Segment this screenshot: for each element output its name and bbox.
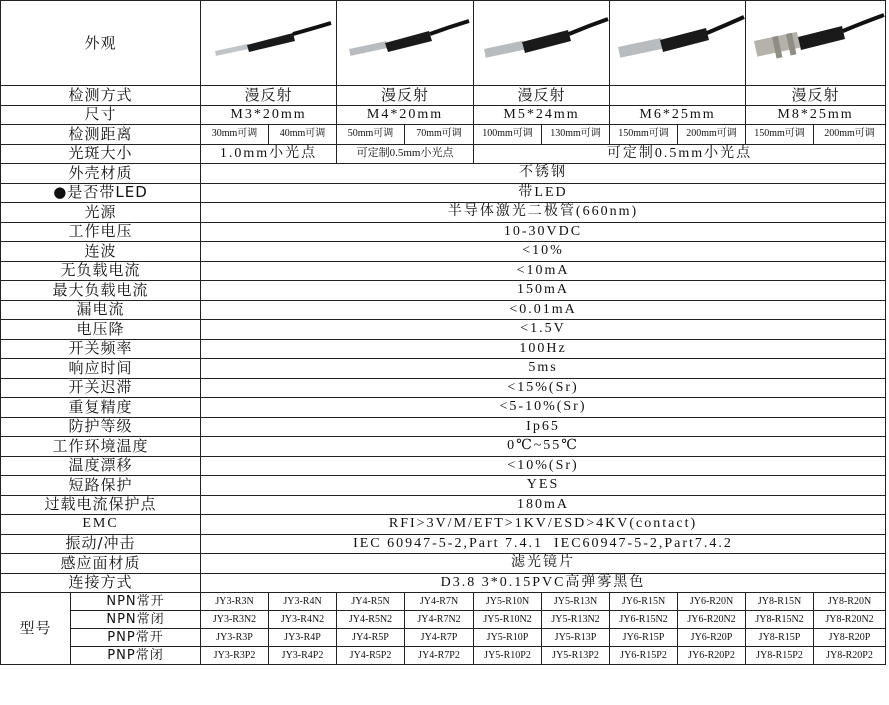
value-ripple: <10% <box>201 242 886 262</box>
model-code: JY8-R15N2 <box>746 611 814 629</box>
label-max-load-current: 最大负载电流 <box>1 281 201 301</box>
value-detection-mode-m5: 漫反射 <box>474 86 610 106</box>
row-appearance <box>1 1 886 86</box>
row-detection-distance <box>1 125 886 145</box>
value-distance: 100mm可调 <box>474 125 542 145</box>
label-detection-distance: 检测距离 <box>1 125 201 145</box>
value-detection-mode-m4: 漫反射 <box>337 86 474 106</box>
model-code: JY8-R15P <box>746 629 814 647</box>
model-code: JY5-R10P <box>474 629 542 647</box>
model-code: JY6-R20P2 <box>678 647 746 665</box>
value-detection-mode-m3: 漫反射 <box>201 86 337 106</box>
value-connection: D3.8 3*0.15PVC高弹雾黑色 <box>201 573 886 593</box>
row-voltage-drop <box>1 320 886 340</box>
model-code: JY3-R3N <box>201 593 269 611</box>
row-no-load-current <box>1 261 886 281</box>
row-hysteresis <box>1 378 886 398</box>
model-code: JY8-R15N <box>746 593 814 611</box>
row-model-pnp-nc <box>1 647 886 665</box>
label-protection-level: 防护等级 <box>1 417 201 437</box>
row-spot-size <box>1 144 886 164</box>
value-distance: 150mm可调 <box>610 125 678 145</box>
model-code: JY6-R20N2 <box>678 611 746 629</box>
product-photo-m8 <box>746 1 886 86</box>
value-leakage-current: <0.01mA <box>201 300 886 320</box>
label-led: ●是否带LED <box>1 183 201 203</box>
row-vibration <box>1 534 886 554</box>
value-hysteresis: <15%(Sr) <box>201 378 886 398</box>
value-protection-level: Ip65 <box>201 417 886 437</box>
value-detection-mode-m8: 漫反射 <box>746 86 886 106</box>
value-sensing-surface: 滤光镜片 <box>201 554 886 574</box>
model-code: JY4-R7N2 <box>405 611 474 629</box>
model-code: JY5-R13P2 <box>542 647 610 665</box>
row-max-load-current <box>1 281 886 301</box>
row-short-circuit-protection <box>1 476 886 496</box>
label-spot-size: 光斑大小 <box>1 144 201 164</box>
row-model-pnp-no <box>1 629 886 647</box>
value-led: 带LED <box>201 183 886 203</box>
row-ambient-temperature <box>1 437 886 457</box>
value-voltage-drop: <1.5V <box>201 320 886 340</box>
model-code: JY3-R4N <box>269 593 337 611</box>
model-code: JY5-R10P2 <box>474 647 542 665</box>
value-distance: 30mm可调 <box>201 125 269 145</box>
label-no-load-current: 无负载电流 <box>1 261 201 281</box>
label-model: 型号 <box>1 593 71 665</box>
label-housing-material: 外壳材质 <box>1 164 201 184</box>
label-size: 尺寸 <box>1 105 201 125</box>
value-response-time: 5ms <box>201 359 886 379</box>
row-led <box>1 183 886 203</box>
model-code: JY6-R15P2 <box>610 647 678 665</box>
model-code: JY5-R10N <box>474 593 542 611</box>
label-connection: 连接方式 <box>1 573 201 593</box>
value-distance: 130mm可调 <box>542 125 610 145</box>
value-spot-m4: 可定制0.5mm小光点 <box>337 144 474 164</box>
value-distance: 150mm可调 <box>746 125 814 145</box>
model-code: JY5-R13P <box>542 629 610 647</box>
model-code: JY3-R4P <box>269 629 337 647</box>
value-no-load-current: <10mA <box>201 261 886 281</box>
model-code: JY8-R20N <box>814 593 886 611</box>
value-size-m5: M5*24mm <box>474 105 610 125</box>
model-type: PNP常开 <box>71 629 201 647</box>
model-code: JY4-R7N <box>405 593 474 611</box>
label-light-source: 光源 <box>1 203 201 223</box>
row-response-time <box>1 359 886 379</box>
value-working-voltage: 10-30VDC <box>201 222 886 242</box>
label-repeat-accuracy: 重复精度 <box>1 398 201 418</box>
label-overload-protection: 过载电流保护点 <box>1 495 201 515</box>
model-type: PNP常闭 <box>71 647 201 665</box>
model-code: JY6-R20P <box>678 629 746 647</box>
model-code: JY3-R3N2 <box>201 611 269 629</box>
value-vibration: IEC 60947-5-2,Part 7.4.1 IEC60947-5-2,Part7.4.2 <box>201 534 886 554</box>
value-temperature-drift: <10%(Sr) <box>201 456 886 476</box>
label-leakage-current: 漏电流 <box>1 300 201 320</box>
model-code: JY6-R15N <box>610 593 678 611</box>
label-appearance: 外观 <box>1 1 201 86</box>
label-temperature-drift: 温度漂移 <box>1 456 201 476</box>
value-distance: 200mm可调 <box>678 125 746 145</box>
model-type: NPN常开 <box>71 593 201 611</box>
model-code: JY3-R3P2 <box>201 647 269 665</box>
row-protection-level <box>1 417 886 437</box>
model-code: JY6-R15P <box>610 629 678 647</box>
row-temperature-drift <box>1 456 886 476</box>
value-distance: 40mm可调 <box>269 125 337 145</box>
value-ambient-temperature: 0℃~55℃ <box>201 437 886 457</box>
label-sensing-surface: 感应面材质 <box>1 554 201 574</box>
model-code: JY8-R20P2 <box>814 647 886 665</box>
value-detection-mode-m6 <box>610 86 746 106</box>
row-overload-protection <box>1 495 886 515</box>
model-code: JY3-R4P2 <box>269 647 337 665</box>
model-code: JY4-R5N2 <box>337 611 405 629</box>
model-code: JY5-R13N2 <box>542 611 610 629</box>
model-code: JY4-R7P2 <box>405 647 474 665</box>
value-distance: 50mm可调 <box>337 125 405 145</box>
row-leakage-current <box>1 300 886 320</box>
label-working-voltage: 工作电压 <box>1 222 201 242</box>
model-code: JY3-R3P <box>201 629 269 647</box>
value-overload-protection: 180mA <box>201 495 886 515</box>
model-code: JY6-R20N <box>678 593 746 611</box>
value-light-source: 半导体激光二极管(660nm) <box>201 203 886 223</box>
value-distance: 70mm可调 <box>405 125 474 145</box>
row-housing-material <box>1 164 886 184</box>
product-photo-m5 <box>474 1 610 86</box>
row-ripple <box>1 242 886 262</box>
product-photo-m3 <box>201 1 337 86</box>
model-code: JY5-R10N2 <box>474 611 542 629</box>
value-max-load-current: 150mA <box>201 281 886 301</box>
product-photo-m6 <box>610 1 746 86</box>
model-code: JY4-R7P <box>405 629 474 647</box>
row-working-voltage <box>1 222 886 242</box>
label-short-circuit-protection: 短路保护 <box>1 476 201 496</box>
model-code: JY4-R5P2 <box>337 647 405 665</box>
model-type: NPN常闭 <box>71 611 201 629</box>
model-code: JY8-R20P <box>814 629 886 647</box>
row-switching-frequency <box>1 339 886 359</box>
model-code: JY4-R5P <box>337 629 405 647</box>
row-size <box>1 105 886 125</box>
label-voltage-drop: 电压降 <box>1 320 201 340</box>
model-code: JY8-R20N2 <box>814 611 886 629</box>
value-size-m3: M3*20mm <box>201 105 337 125</box>
value-housing-material: 不锈钢 <box>201 164 886 184</box>
label-hysteresis: 开关迟滞 <box>1 378 201 398</box>
value-switching-frequency: 100Hz <box>201 339 886 359</box>
model-code: JY8-R15P2 <box>746 647 814 665</box>
label-emc: EMC <box>1 515 201 535</box>
label-detection-mode: 检测方式 <box>1 86 201 106</box>
model-code: JY6-R15N2 <box>610 611 678 629</box>
label-vibration: 振动/冲击 <box>1 534 201 554</box>
value-emc: RFI>3V/M/EFT>1KV/ESD>4KV(contact) <box>201 515 886 535</box>
value-short-circuit-protection: YES <box>201 476 886 496</box>
row-sensing-surface <box>1 554 886 574</box>
model-code: JY3-R4N2 <box>269 611 337 629</box>
row-emc <box>1 515 886 535</box>
label-response-time: 响应时间 <box>1 359 201 379</box>
row-model-npn-no <box>1 593 886 611</box>
row-connection <box>1 573 886 593</box>
value-spot-rest: 可定制0.5mm小光点 <box>474 144 886 164</box>
product-photo-m4 <box>337 1 474 86</box>
value-size-m4: M4*20mm <box>337 105 474 125</box>
label-ambient-temperature: 工作环境温度 <box>1 437 201 457</box>
value-size-m6: M6*25mm <box>610 105 746 125</box>
value-repeat-accuracy: <5-10%(Sr) <box>201 398 886 418</box>
row-light-source <box>1 203 886 223</box>
value-distance: 200mm可调 <box>814 125 886 145</box>
model-code: JY5-R13N <box>542 593 610 611</box>
row-model-npn-nc <box>1 611 886 629</box>
label-ripple: 连波 <box>1 242 201 262</box>
row-detection-mode <box>1 86 886 106</box>
value-spot-m3: 1.0mm小光点 <box>201 144 337 164</box>
row-repeat-accuracy <box>1 398 886 418</box>
value-size-m8: M8*25mm <box>746 105 886 125</box>
label-switching-frequency: 开关频率 <box>1 339 201 359</box>
model-code: JY4-R5N <box>337 593 405 611</box>
